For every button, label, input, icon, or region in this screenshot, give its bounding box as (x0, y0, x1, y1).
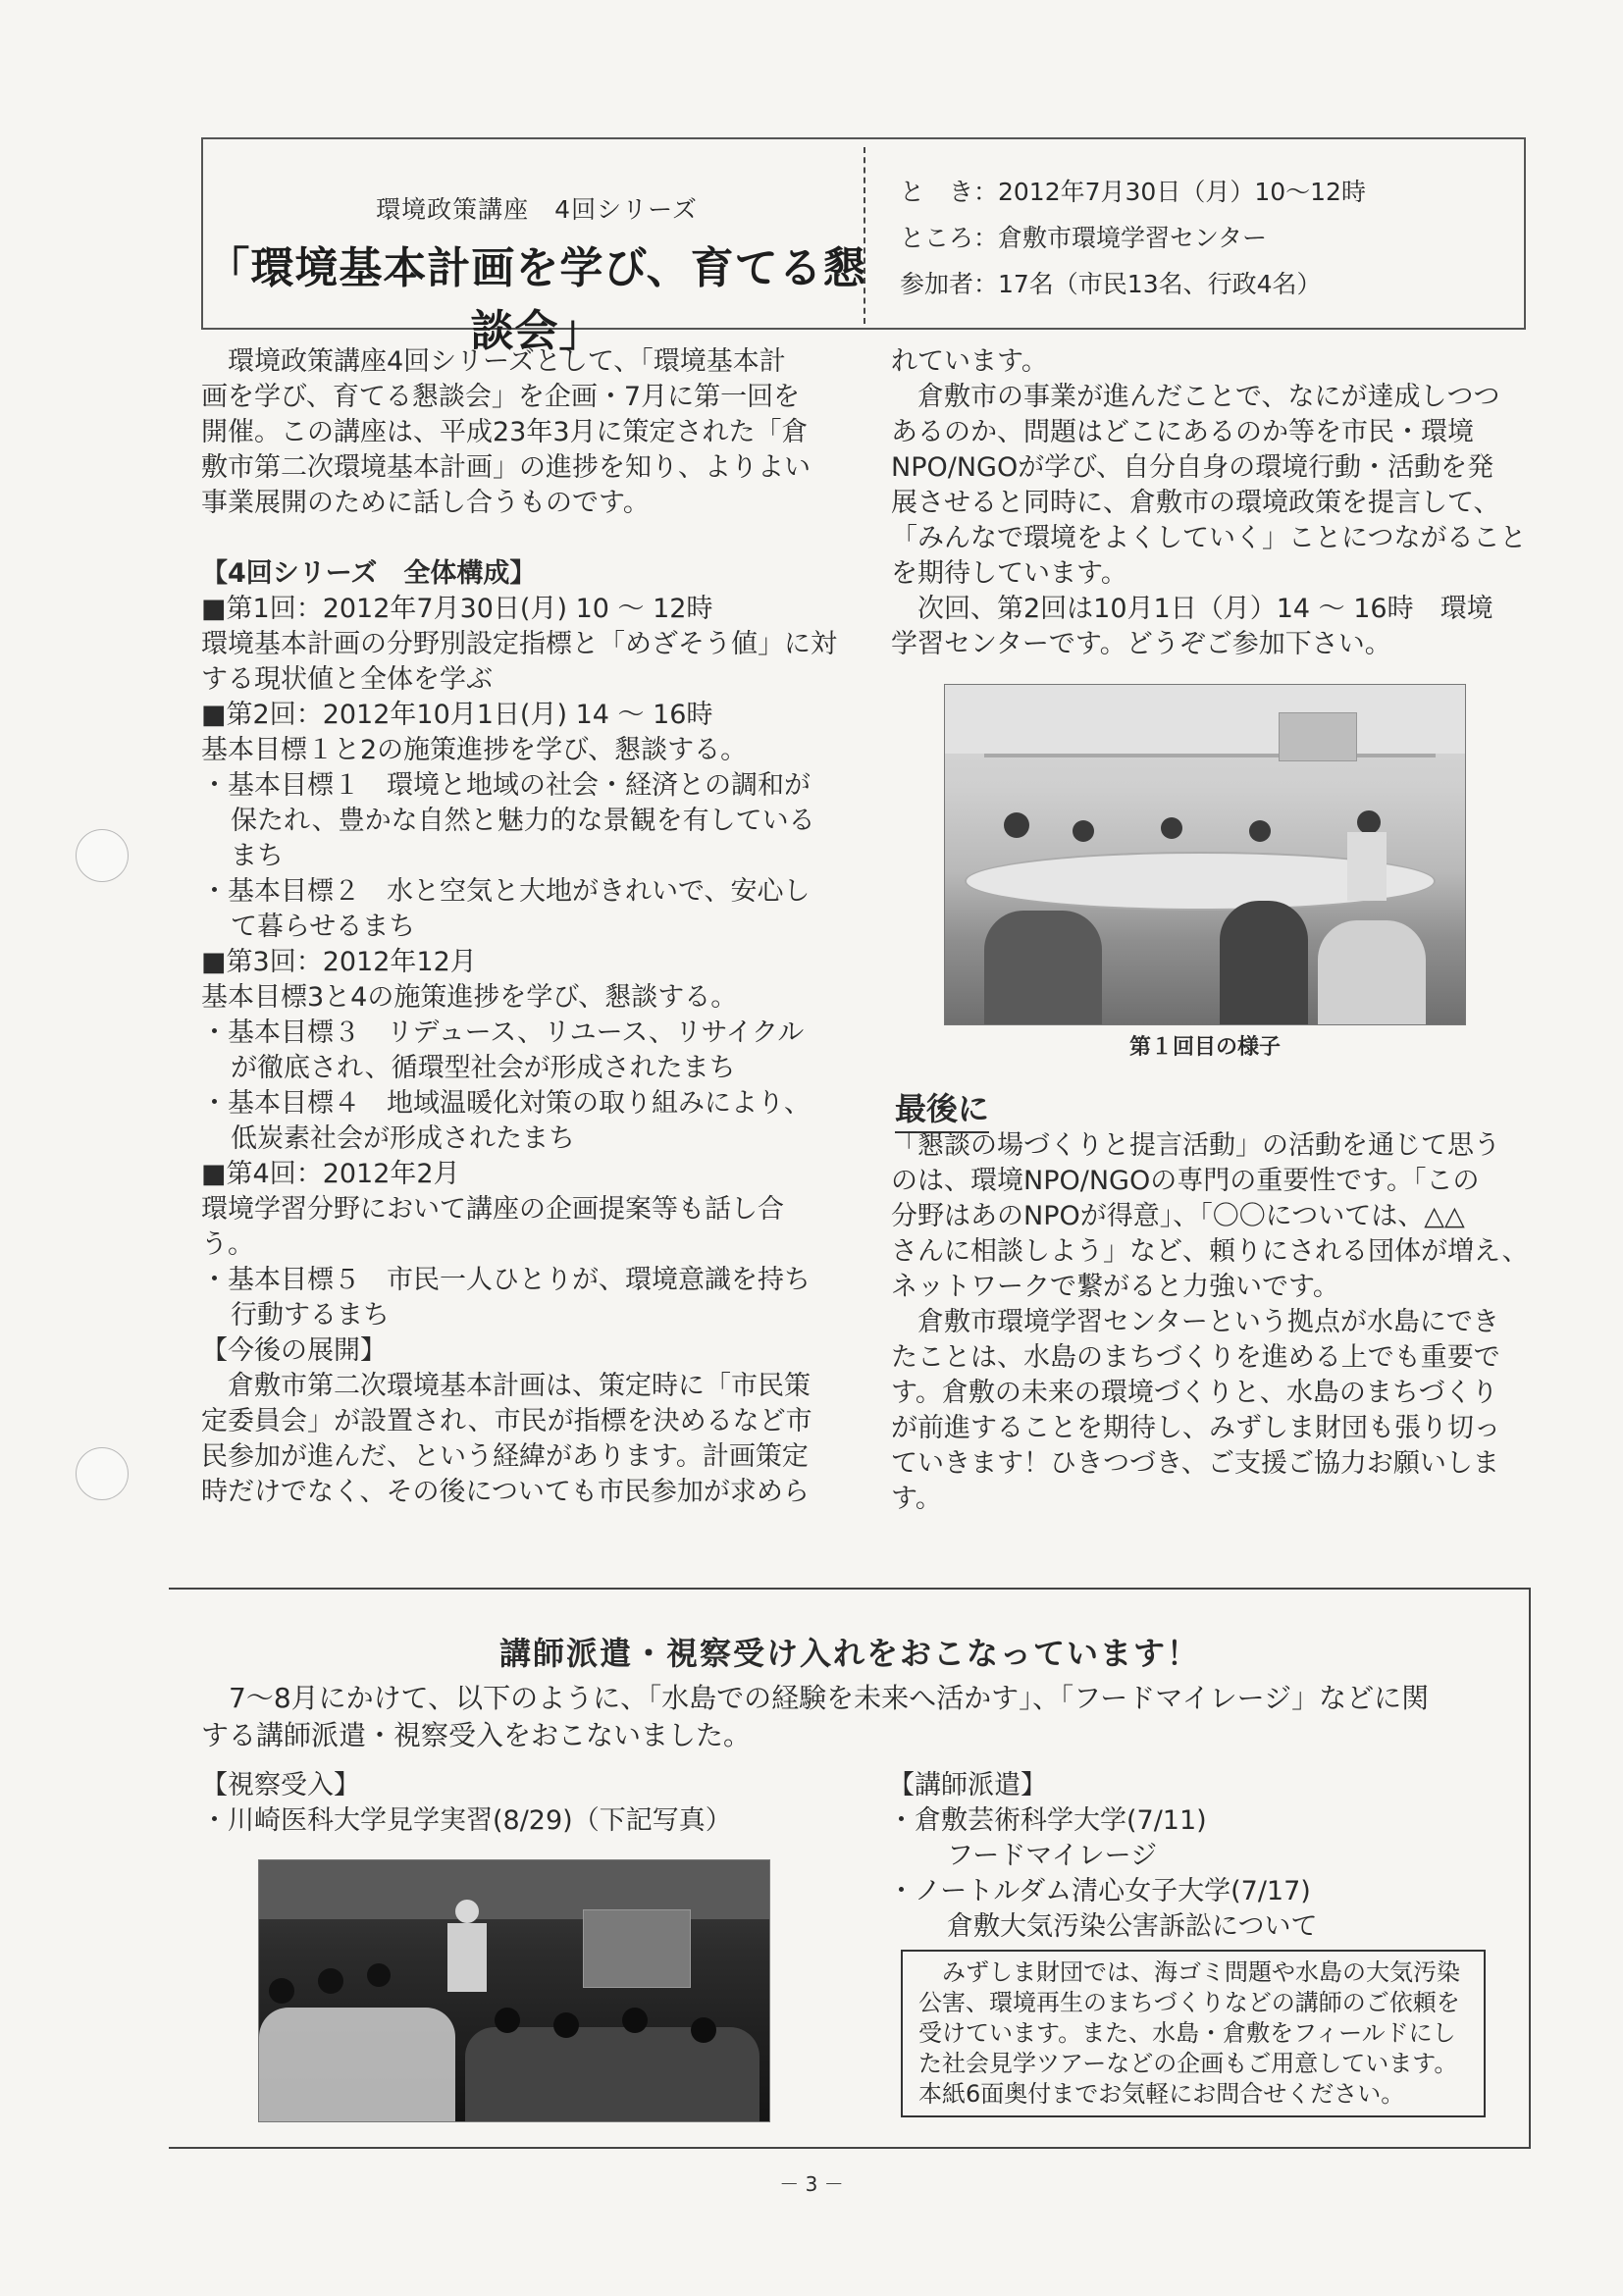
event-date: と き：2012年7月30日（月）10～12時 (900, 178, 1366, 206)
series-line: ・基本目標１ 環境と地域の社会・経済との調和が (201, 770, 811, 801)
notice-line: た社会見学ツアーなどの企画もご用意しています。 (918, 2050, 1458, 2077)
future-line: 倉敷市第二次環境基本計画は、策定時に「市民策 (201, 1371, 811, 1401)
observation-heading: 【視察受入】 (201, 1770, 360, 1800)
series-line: ・基本目標４ 地域温暖化対策の取り組みにより、 (201, 1088, 811, 1119)
conclusion-line: ていきます！ひきつづき、ご支援ご協力お願いしま (891, 1448, 1499, 1479)
series-line: ・基本目標５ 市民一人ひとりが、環境意識を持ち (201, 1265, 811, 1295)
continuation-line: 学習センターです。どうぞご参加下さい。 (891, 629, 1391, 659)
series-line: が徹底され、循環型社会が形成されたまち (231, 1053, 736, 1083)
punch-hole-bottom (76, 1447, 129, 1500)
observation-item: ・川崎医科大学見学実習(8/29)（下記写真） (201, 1805, 732, 1836)
conclusion-line: さんに相談しよう」など、頼りにされる団体が増え、 (891, 1236, 1529, 1267)
page-number: － 3 － (779, 2172, 844, 2196)
notice-line: みずしま財団では、海ゴミ問題や水島の大気汚染 (918, 1958, 1460, 1986)
left-column (201, 344, 839, 1510)
conclusion-line: が前進することを期待し、みずしま財団も張り切っ (891, 1413, 1500, 1443)
series-line: う。 (201, 1229, 254, 1260)
continuation-line: 「みんなで環境をよくしていく」ことにつながること (891, 523, 1527, 553)
intro-line: 敷市第二次環境基本計画」の進捗を知り、よりよい (201, 452, 811, 483)
future-line: 定委員会」が設置され、市民が指標を決めるなど市 (201, 1406, 812, 1436)
meeting-photo-caption: 第１回目の様子 (1128, 1035, 1281, 1060)
meeting-photo (944, 684, 1466, 1025)
series-line: ・基本目標２ 水と空気と大地がきれいで、安心し (201, 876, 811, 907)
contact-notice-box (901, 1950, 1486, 2117)
conclusion-text (891, 1128, 1529, 1517)
intro-line: 開催。この講座は、平成23年3月に策定された「倉 (201, 417, 809, 447)
conclusion-line: 「懇談の場づくりと提言活動」の活動を通じて思う (891, 1130, 1500, 1161)
event-header-box (201, 137, 1526, 356)
header-divider (864, 147, 865, 324)
intro-line: 環境政策講座4回シリーズとして、「環境基本計 (201, 346, 786, 377)
series-line: 低炭素社会が形成されたまち (231, 1123, 575, 1154)
notice-line: 本紙6面奥付までお気軽にお問合せください。 (918, 2080, 1405, 2108)
event-title: 「環境基本計画を学び、育てる懇談会」 (206, 243, 867, 356)
conclusion-line: す。 (891, 1484, 942, 1514)
conclusion-line: のは、環境NPO/NGOの専門の重要性です。「この (891, 1166, 1480, 1196)
conclusion-line: ネットワークで繋がると力強いです。 (891, 1272, 1339, 1302)
event-info (900, 169, 1366, 307)
future-line: 民参加が進んだ、という経緯があります。計画策定 (201, 1441, 809, 1472)
lecture-topic: フードマイレージ (947, 1841, 1158, 1871)
section-top-rule (169, 1588, 1531, 1590)
series-line: 基本目標3と4の施策進捗を学び、懇談する。 (201, 982, 738, 1013)
intro-line: 事業展開のために話し合うものです。 (201, 488, 650, 518)
punch-hole-top (76, 829, 129, 882)
series-line: 行動するまち (231, 1300, 390, 1331)
series-line: 環境学習分野において講座の企画提案等も話し合 (201, 1194, 784, 1225)
future-line: 時だけでなく、その後についても市民参加が求めら (201, 1477, 810, 1507)
continuation-line: 展させると同時に、倉敷市の環境政策を提言して、 (891, 488, 1500, 518)
series-line: 基本目標１と2の施策進捗を学び、懇談する。 (201, 735, 748, 765)
event-subtitle: 環境政策講座 4回シリーズ (376, 195, 698, 224)
continuation-line: れています。 (891, 346, 1048, 377)
outreach-intro (201, 1680, 1516, 1754)
conclusion-line: たことは、水島のまちづくりを進める上でも重要で (891, 1342, 1500, 1373)
section-bottom-rule (169, 2147, 1531, 2149)
notice-line: 受けています。また、水島・倉敷をフィールドにし (918, 2019, 1456, 2047)
series-line: ■第4回：2012年2月 (201, 1159, 460, 1189)
right-column (891, 344, 1529, 662)
outreach-intro-line: 7～8月にかけて、以下のように、「水島での経験を未来へ活かす」、「フードマイレージ」などに関 (201, 1682, 1430, 1714)
series-line: する現状値と全体を学ぶ (201, 664, 493, 695)
lecture-section (888, 1768, 1317, 1945)
series-line: ■第2回：2012年10月1日(月) 14 ～ 16時 (201, 700, 713, 730)
series-line: 保たれ、豊かな自然と魅力的な景観を有している (231, 806, 815, 836)
conclusion-heading: 最後に (895, 1084, 989, 1133)
conclusion-line: 分野はあのNPOが得意」、「〇〇については、△△ (891, 1201, 1465, 1231)
lecture-school: ・倉敷芸術科学大学(7/11) (888, 1805, 1207, 1836)
series-line: ■第3回：2012年12月 (201, 947, 477, 977)
lecture-topic: 倉敷大気汚染公害訴訟について (947, 1911, 1318, 1942)
lecture-school: ・ノートルダム清心女子大学(7/17) (888, 1876, 1311, 1906)
series-heading: 【4回シリーズ 全体構成】 (201, 558, 537, 589)
outreach-title: 講師派遣・視察受け入れをおこなっています！ (498, 1635, 1200, 1672)
continuation-line: を期待しています。 (891, 558, 1127, 589)
conclusion-line: 倉敷市環境学習センターという拠点が水島にでき (891, 1307, 1499, 1337)
future-heading: 【今後の展開】 (201, 1335, 387, 1366)
observation-section (201, 1768, 732, 1839)
lecture-heading: 【講師派遣】 (888, 1770, 1047, 1800)
continuation-line: 倉敷市の事業が進んだことで、なにが達成しつつ (891, 382, 1500, 412)
intro-line: 画を学び、育てる懇談会」を企画・7月に第一回を (201, 382, 801, 412)
series-line: ■第1回：2012年7月30日(月) 10 ～ 12時 (201, 594, 713, 624)
conclusion-line: す。倉敷の未来の環境づくりと、水島のまちづくり (891, 1378, 1498, 1408)
series-line: まち (231, 841, 284, 871)
continuation-line: あるのか、問題はどこにあるのか等を市民・環境 (891, 417, 1474, 447)
notice-line: 公害、環境再生のまちづくりなどの講師のご依頼を (918, 1989, 1460, 2016)
series-line: て暮らせるまち (231, 912, 416, 942)
continuation-line: NPO/NGOが学び、自分自身の環境行動・活動を発 (891, 452, 1494, 483)
series-line: 環境基本計画の分野別設定指標と「めざそう値」に対 (201, 629, 837, 659)
series-line: ・基本目標３ リデュース、リユース、リサイクル (201, 1018, 805, 1048)
event-place: ところ：倉敷市環境学習センター (900, 224, 1268, 252)
observation-photo (258, 1859, 770, 2122)
event-participants: 参加者：17名（市民13名、行政4名） (900, 270, 1322, 298)
continuation-line: 次回、第2回は10月1日（月）14 ～ 16時 環境 (891, 594, 1493, 624)
outreach-intro-line: する講師派遣・視察受入をおこないました。 (201, 1719, 752, 1751)
